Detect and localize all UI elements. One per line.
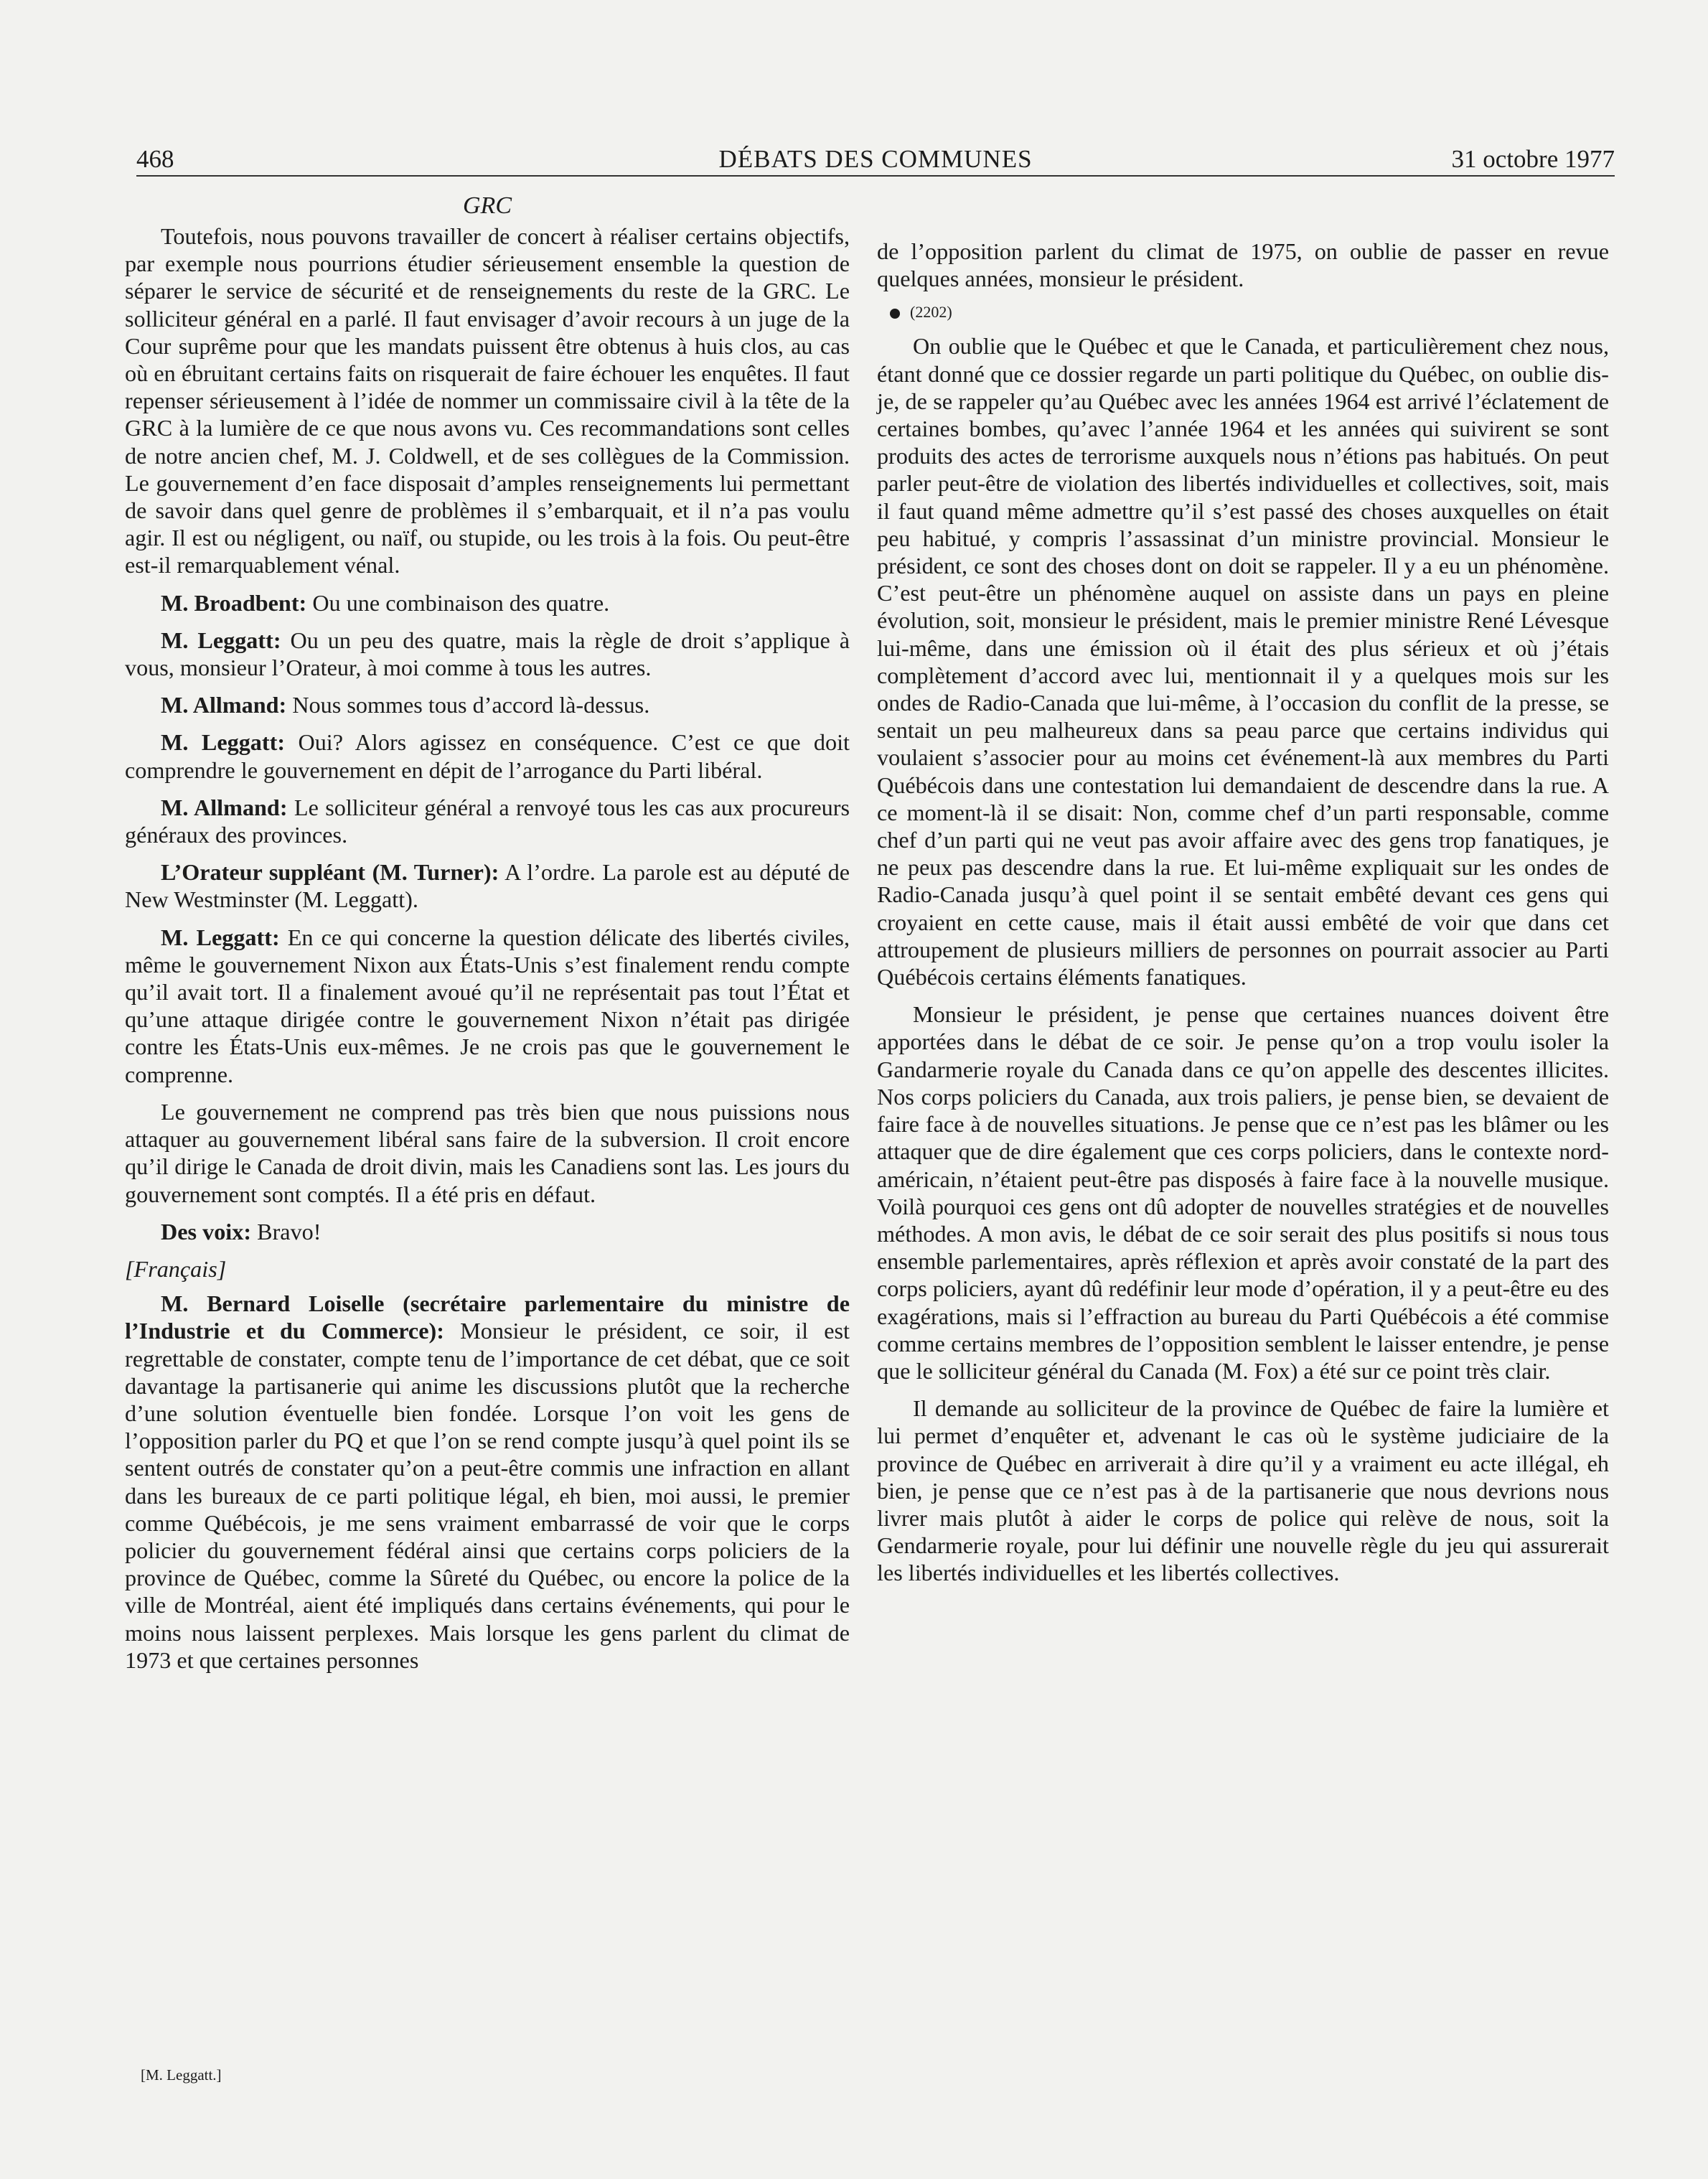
speaker-name: M. Leggatt:: [161, 627, 281, 653]
page-number: 468: [136, 145, 174, 173]
speech: [125, 1218, 850, 1245]
journal-title: DÉBATS DES COMMUNES: [718, 145, 1033, 173]
speech: [125, 627, 850, 681]
paragraph-continued: de l’opposition parlent du climat de 1975, on oublie de passer en revue quelques années, monsieur le président.: [877, 238, 1609, 292]
speech-text: A l’ordre. La parole est au député de New Westminster (M. Leggatt).: [125, 859, 850, 913]
section-title: GRC: [463, 192, 512, 219]
bullet-dot-icon: [890, 309, 900, 319]
page-header: [136, 141, 1615, 177]
speech-text: Oui? Alors agissez en conséquence. C’est ce que doit comprendre le gouvernement en dépit de l’arrogance du Parti libéral.: [125, 729, 850, 783]
speaker-footnote: [M. Leggatt.]: [141, 2066, 222, 2084]
speaker-name: M. Broadbent:: [161, 589, 307, 616]
speech: [125, 691, 850, 718]
speaker-name: M. Allmand:: [161, 794, 288, 820]
speech-text: Ou un peu des quatre, mais la règle de droit s’applique à vous, monsieur l’Orateur, à moi comme à tous les autres.: [125, 627, 850, 681]
speech: [125, 858, 850, 913]
paragraph: On oublie que le Québec et que le Canada, et particulièrement chez nous, étant donné que ce dossier regarde un parti politique du Québec, on oublie dis-je, de se rappeler qu’au Québec avec les années 1964 est arrivé l’éclatement de certaines bombes, qu’avec l’année 1964 et les années qui suivirent se sont produits des actes de terrorisme auxquels nous n’étions pas habitués. On peut parler peut-être de violation des libertés individuelles et collectives, soit, mais il faut quand même admettre qu’il s’est passé des choses auxquelles on était peu habitué, y compris l’assassinat d’un ministre provincial. Monsieur le président, ce sont des choses dont on doit se rappeler. Il y a eu un phénomène. C’est peut-être un phénomène auquel on assiste dans un pays en pleine évolution, soit, monsieur le président, mais le premier ministre René Lévesque lui-même, dans une émission où il était des plus sérieux et où j’étais complètement d’accord avec lui, mentionnait il y a quelques mois sur les ondes de Radio-Canada que lui-même, à l’occasion du conflit de la presse, se sentait un peu malheureux dans sa peau parce que certains individus qui voulaient s’associer pour au moins cet événement-là aux membres du Parti Québécois dans une contestation lui demandaient de descendre dans la rue. A ce moment-là il se disait: Non, comme chef d’un parti responsable, comme chef d’un parti qui ne veut pas avoir affaire avec des gens trop fanatiques, je ne peux pas descendre dans la rue. Et lui-même expliquait sur les ondes de Radio-Canada jusqu’à quel point il se sentait embêté devant ces gens qui croyaient en cette cause, mais il était aussi embêté de voir que dans cet attroupement de plusieurs milliers de personnes on pourrait associer au Parti Québécois certains éléments fanatiques.: [877, 333, 1609, 990]
paragraph: Le gouvernement ne comprend pas très bien que nous puissions nous attaquer au gouvernement libéral sans faire de la subversion. Il croit encore qu’il dirige le Canada de droit divin, mais les Canadiens sont las. Les jours du gouvernement sont comptés. Il a été pris en défaut.: [125, 1098, 850, 1207]
speaker-name: Des voix:: [161, 1218, 252, 1245]
speech: [125, 589, 850, 617]
language-marker: [Français]: [125, 1255, 227, 1282]
left-column: [125, 192, 850, 1684]
paragraph: Il demande au solliciteur de la province de Québec de faire la lumière et lui permet d’enquêter et, advenant le cas où le système judiciaire de la province de Québec en arriverait à dire qu’il y a vraiment eu acte illégal, eh bien, je pense que ce n’est pas à de la partisanerie que nous devrions nous livrer mais plutôt à aider le corps de police qui relève de nous, soit la Gendarmerie royale, pour lui définir une nouvelle règle du jeu qui assurerait les libertés individuelles et les libertés collectives.: [877, 1395, 1609, 1586]
speech-text: Nous sommes tous d’accord là-dessus.: [286, 692, 650, 718]
speech: [125, 1290, 850, 1674]
speech-text: Ou une combinaison des quatre.: [306, 589, 610, 616]
speaker-name: M. Allmand:: [161, 692, 287, 718]
speech-text: Monsieur le président, ce soir, il est regrettable de constater, compte tenu de l’importance de cet débat, que ce soit davantage la partisanerie qui anime les discussions plutôt que la recherche d’une solution éventuelle bien fondée. Lorsque l’on voit les gens de l’opposition parler du PQ et que l’on se rend compte jusqu’à quel point ils se sentent outrés de constater qu’on a peut-être commis une infraction en allant dans les bureaux de ce parti politique légal, eh bien, moi aussi, le premier comme Québécois, je me sens vraiment embarrassé de voir que le corps policier du gouvernement fédéral ainsi que certains corps policiers de la province de Québec, comme la Sûreté du Québec, ou encore la police de la ville de Montréal, aient été impliqués dans certains événements, qui pour le moins nous laissent perplexes. Mais lorsque les gens parlent du climat de 1973 et que certaines personnes: [125, 1318, 850, 1673]
paragraph: Monsieur le président, je pense que certaines nuances doivent être apportées dans le débat de ce soir. Je pense qu’on a trop voulu isoler la Gandarmerie royale du Canada dans ce qu’on appelle des descentes illicites. Nos corps policiers du Canada, aux trois paliers, je pense bien, se devaient de faire face à de nouvelles situations. Je pense que ce n’est pas les blâmer ou les attaquer que de dire également que ces corps policiers, dans le contexte nord-américain, n’étaient peut-être pas disposés à faire face à la nouvelle musique. Voilà pourquoi ces gens ont dû adopter de nouvelles stratégies et de nouvelles méthodes. A mon avis, le débat de ce soir serait des plus positifs si nous tous ensemble parlementaires, après réflexion et après avoir constaté de la part des corps policiers, ayant dû redéfinir leur mode d’opération, il y a peut-être eu des exagérations, mais si l’effraction au bureau du Parti Québécois a été commise comme certains membres de l’opposition semblent le laisser entendre, je pense que le solliciteur général du Canada (M. Fox) a été sur ce point très clair.: [877, 1001, 1609, 1384]
speech: [125, 924, 850, 1088]
speaker-name: M. Bernard Loiselle (secrétaire parlementaire du ministre de l’Industrie et du Commerce):: [125, 1290, 850, 1344]
paragraph: Toutefois, nous pouvons travailler de concert à réaliser certains objectifs, par exemple nous pourrions étudier sérieusement ensemble la question de séparer le service de sécurité et de renseignements du reste de la GRC. Le solliciteur général en a parlé. Il faut envisager d’avoir recours à un juge de la Cour suprême pour que les mandats puissent être obtenus à huis clos, au cas où en ébruitant certains faits on risquerait de faire échouer les enquêtes. Il faut repenser sérieusement à l’idée de nommer un commissaire civil à la tête de la GRC à la lumière de ce que nous avons vu. Ces recommandations sont celles de notre ancien chef, M. J. Coldwell, et de ses collègues de la Commission. Le gouvernement d’en face disposait d’amples renseignements lui permettant de savoir dans quel genre de problèmes il s’embarquait, et il n’a pas voulu agir. Il est ou négligent, ou naïf, ou stupide, ou les trois à la fois. Ou peut-être est-il remarquablement vénal.: [125, 223, 850, 578]
speech-text: Bravo!: [251, 1218, 322, 1245]
speaker-name: M. Leggatt:: [161, 729, 286, 756]
time-marker: [890, 302, 1609, 322]
speech: [125, 728, 850, 783]
speaker-name: M. Leggatt:: [161, 924, 280, 950]
right-column: [877, 238, 1609, 1597]
speech-text: En ce qui concerne la question délicate des libertés civiles, même le gouvernement Nixon aux États-Unis s’est finalement rendu compte qu’il avait tort. Il a finalement avoué qu’il ne représentait pas tout l’État et qu’une attaque dirigée contre le gouvernement Nixon n’était pas dirigée contre les États-Unis eux-mêmes. Je ne crois pas que le gouvernement le comprenne.: [125, 924, 850, 1087]
time-marker-text: (2202): [910, 303, 952, 322]
speech-text: Le solliciteur général a renvoyé tous les cas aux procureurs généraux des provinces.: [125, 794, 850, 848]
speech: [125, 794, 850, 848]
issue-date: 31 octobre 1977: [1451, 145, 1615, 173]
speaker-name: L’Orateur suppléant (M. Turner):: [161, 859, 499, 886]
